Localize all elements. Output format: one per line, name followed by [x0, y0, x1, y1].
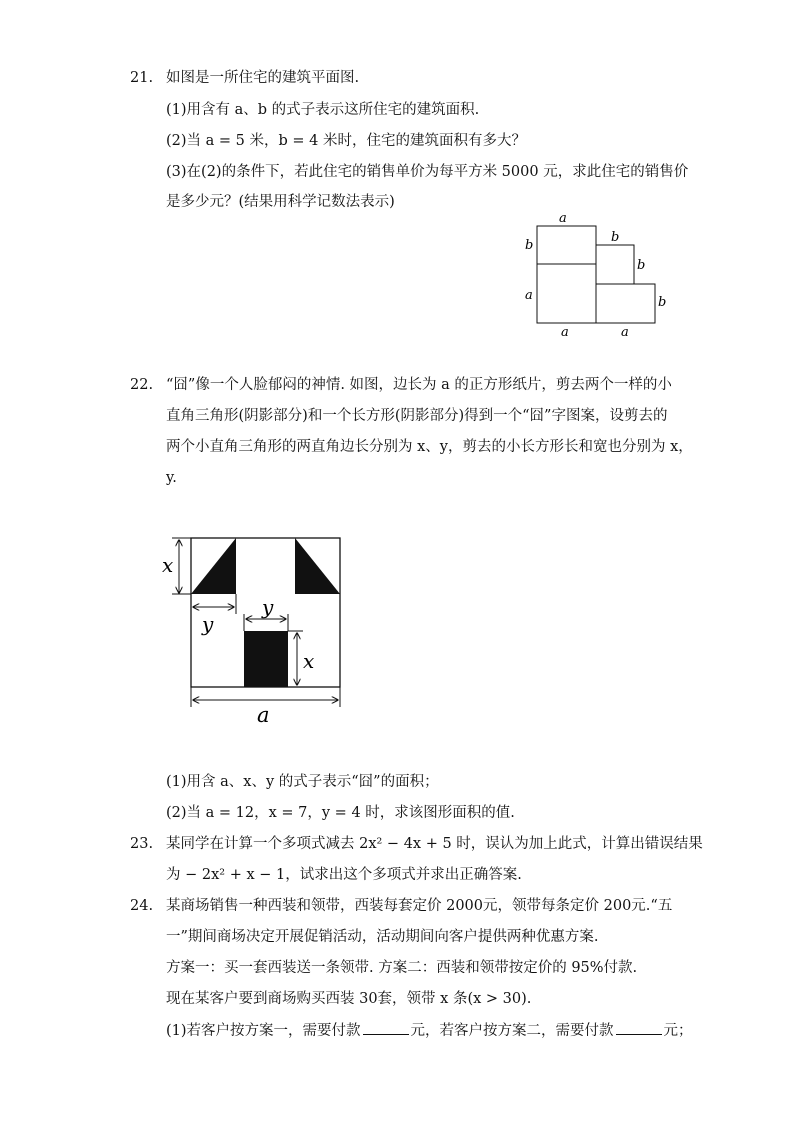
label-b-mid-right: b	[637, 258, 646, 273]
q23-number: 23.	[130, 836, 154, 852]
q22-line2: 直角三角形(阴影部分)和一个长方形(阴影部分)得到一个“囧”字图案，设剪去的	[166, 408, 668, 424]
q24-line3: 方案一：买一套西装送一条领带. 方案二：西装和领带按定价的 95%付款.	[166, 960, 638, 976]
label-a-left: a	[525, 288, 533, 303]
plan-room-top	[537, 226, 596, 264]
q21-stem: 21. 如图是一所住宅的建筑平面图.	[130, 70, 360, 86]
q22-jiong-figure	[158, 530, 358, 730]
q24-line1: 24. 某商场销售一种西装和领带，西装每套定价 2000元，领带每条定价 200元.“五	[130, 898, 673, 914]
label-a-bottom-right: a	[621, 325, 629, 340]
label-y-left: y	[202, 612, 214, 636]
q24-part1: (1)若客户按方案一，需要付款 元，若客户按方案二，需要付款 元；	[166, 1020, 693, 1041]
q23-line1: 23. 某同学在计算一个多项式减去 2x² − 4x + 5 时，误认为加上此式，计算出错误结果	[130, 836, 703, 852]
label-x-left: x	[162, 553, 174, 577]
label-a-bottom-left: a	[561, 325, 569, 340]
q22-part2: (2)当 a = 12，x = 7，y = 4 时，求该图形面积的值.	[166, 805, 515, 821]
left-triangle	[191, 538, 236, 594]
plan-room-right	[596, 284, 655, 323]
q22-line1: 22. “囧”像一个人脸郁闷的神情. 如图，边长为 a 的正方形纸片，剪去两个一样的小	[130, 377, 672, 393]
q21-number: 21.	[130, 70, 154, 86]
label-y-mid: y	[262, 595, 274, 619]
q21-part3-line1: (3)在(2)的条件下，若此住宅的销售单价为每平方米 5000 元，求此住宅的销售价	[166, 164, 689, 180]
q22-part1: (1)用含 a、x、y 的式子表示“囧”的面积；	[166, 774, 439, 790]
label-x-mid: x	[303, 649, 315, 673]
middle-rectangle	[244, 631, 288, 687]
q24-line4: 现在某客户要到商场购买西装 30套，领带 x 条(x > 30).	[166, 991, 532, 1007]
q21-part3-line2: 是多少元？(结果用科学记数法表示)	[166, 194, 395, 210]
label-a-bottom: a	[257, 703, 270, 727]
answer-blank-plan1[interactable]	[363, 1020, 409, 1035]
label-a-top: a	[559, 211, 567, 226]
q23-line2: 为 − 2x² + x − 1，试求出这个多项式并求出正确答案.	[166, 867, 522, 883]
label-b-left: b	[525, 238, 534, 253]
q21-floor-plan-figure	[518, 206, 678, 341]
q24-number: 24.	[130, 898, 154, 914]
plan-room-left	[537, 264, 596, 323]
q21-part1: (1)用含有 a、b 的式子表示这所住宅的建筑面积.	[166, 102, 480, 118]
q22-line4: y.	[166, 470, 177, 486]
q24-line2: 一”期间商场决定开展促销活动，活动期间向客户提供两种优惠方案.	[166, 929, 599, 945]
q22-line3: 两个小直角三角形的两直角边长分别为 x、y，剪去的小长方形长和宽也分别为 x，	[166, 439, 693, 455]
right-triangle	[295, 538, 340, 594]
q22-number: 22.	[130, 377, 154, 393]
label-b-right: b	[658, 295, 667, 310]
plan-room-mid	[596, 245, 634, 284]
q21-part2: (2)当 a = 5 米，b = 4 米时，住宅的建筑面积有多大？	[166, 133, 526, 149]
answer-blank-plan2[interactable]	[616, 1020, 662, 1035]
label-b-mid-top: b	[611, 230, 620, 245]
